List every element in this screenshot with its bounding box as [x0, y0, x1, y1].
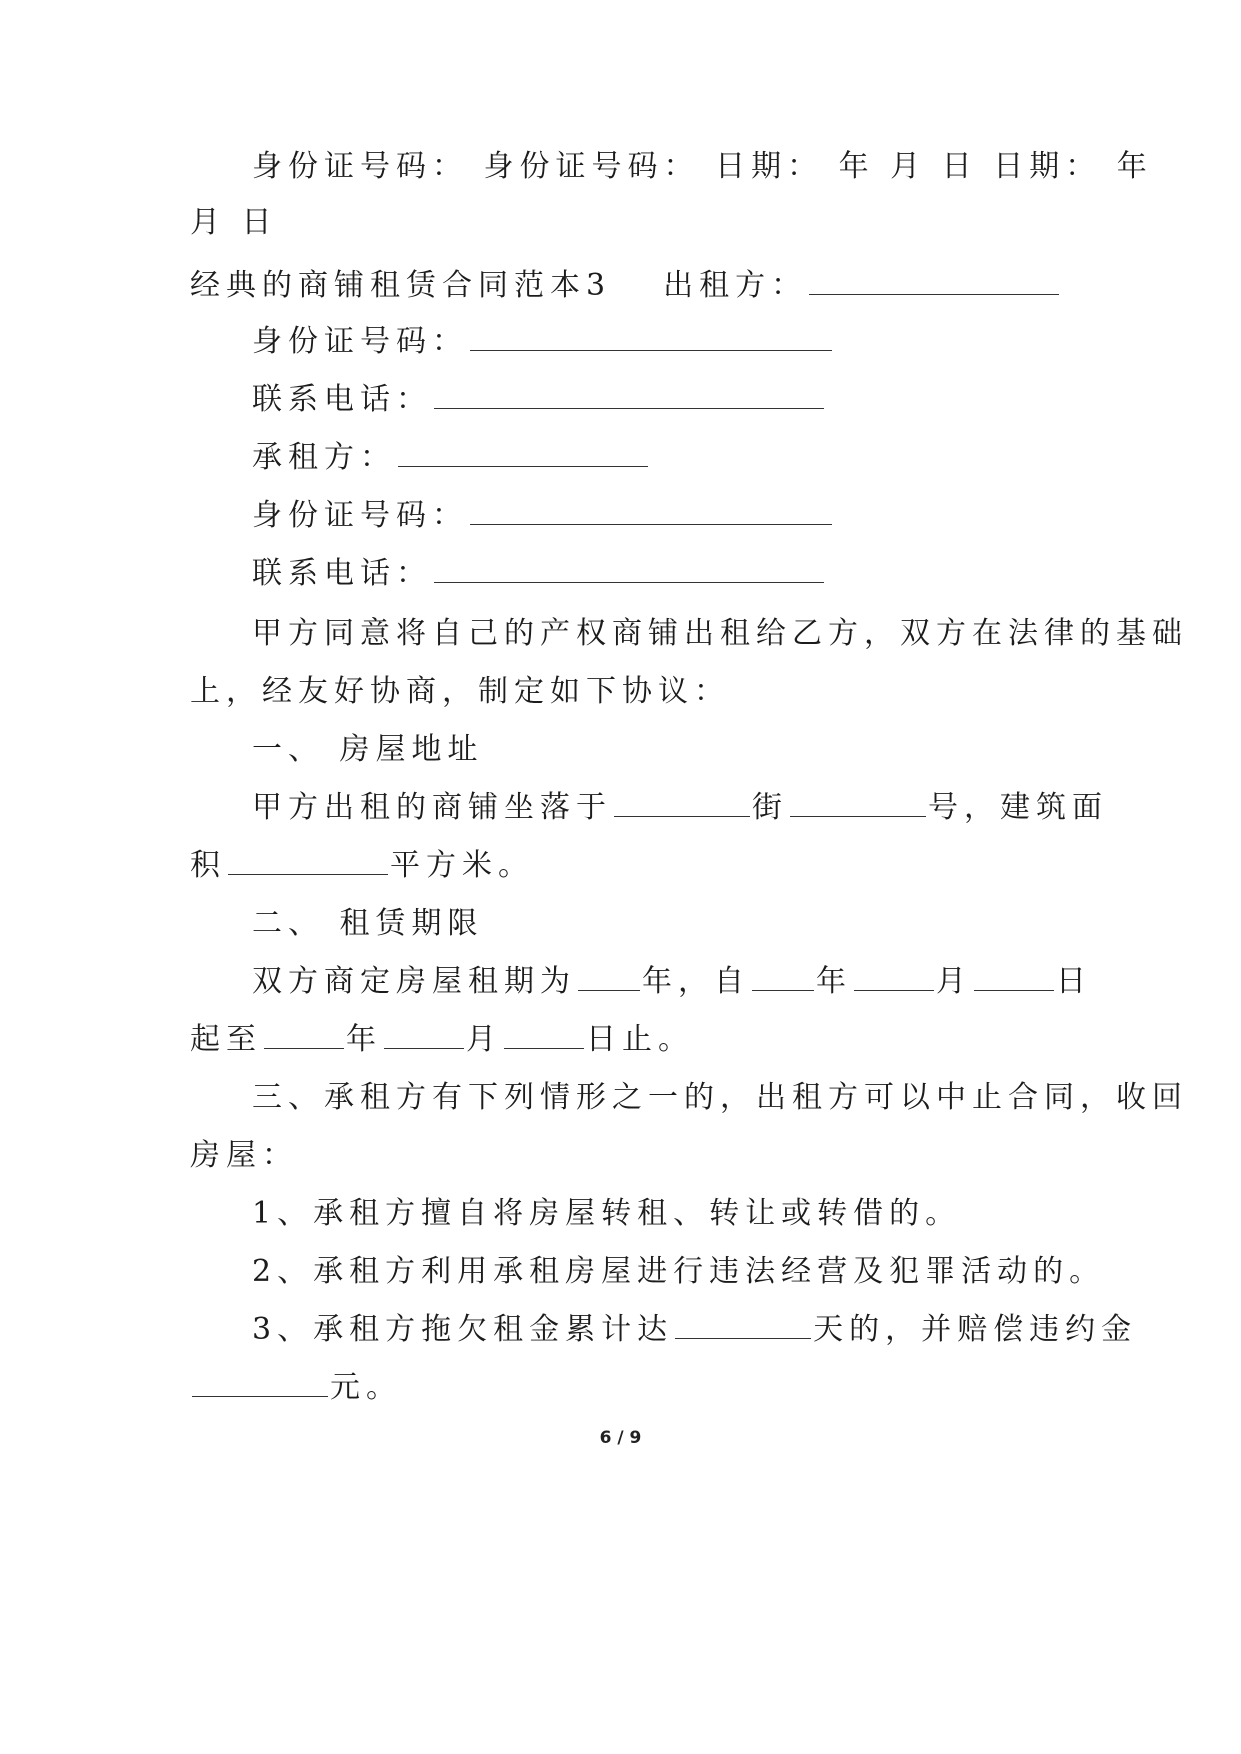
area-line — [190, 846, 534, 886]
lessor-blank — [809, 266, 1059, 295]
contract-heading-line — [190, 266, 1061, 306]
text-line: 身份证号码： 身份证号码： 日期： 年 月 日 日期： 年 — [252, 149, 1153, 184]
end-day-blank — [504, 1020, 584, 1049]
term-c: 月 — [936, 964, 972, 999]
section-title: 三、承租方有下列情形之一的，出租方可以中止合同，收回 — [252, 1080, 1188, 1115]
term-d: 日 — [1056, 964, 1092, 999]
address-pre: 甲方出租的商铺坐落于 — [252, 790, 612, 825]
list-item: 2、承租方利用承租房屋进行违法经营及犯罪活动的。 — [252, 1254, 1106, 1289]
years-blank — [578, 962, 640, 991]
list-item — [252, 1310, 1137, 1350]
address-post: 号，建筑面 — [928, 790, 1108, 825]
intro-line: 甲方同意将自己的产权商铺出租给乙方，双方在法律的基础 — [252, 616, 1188, 651]
lessee-label: 承租方： — [252, 440, 396, 475]
lessor-phone-label: 联系电话： — [252, 382, 432, 417]
lessee-id-line — [252, 496, 834, 536]
lessee-blank — [398, 438, 648, 467]
days-blank — [675, 1310, 811, 1339]
item3-post: 天的，并赔偿违约金 — [813, 1312, 1138, 1347]
term2-c: 日止。 — [586, 1022, 694, 1057]
area-pre: 积 — [190, 848, 226, 883]
lessee-phone-blank — [434, 554, 824, 583]
text-line — [190, 1368, 402, 1408]
start-day-blank — [974, 962, 1054, 991]
intro-line: 上，经友好协商，制定如下协议： — [190, 674, 730, 709]
lessor-phone-line — [252, 380, 826, 420]
lessor-id-blank — [470, 322, 832, 351]
lessee-phone-label: 联系电话： — [252, 556, 432, 591]
term-a: 年，自 — [642, 964, 750, 999]
address-line — [252, 788, 1108, 828]
penalty-blank — [192, 1368, 328, 1397]
term-b: 年 — [816, 964, 852, 999]
area-post: 平方米。 — [390, 848, 534, 883]
lessee-line — [252, 438, 650, 478]
section-title: 二、 租赁期限 — [252, 906, 484, 941]
term2-a: 年 — [346, 1022, 382, 1057]
lessor-id-label: 身份证号码： — [252, 324, 468, 359]
page-number: 6 / 9 — [599, 1428, 642, 1448]
item3-tail: 元。 — [330, 1370, 402, 1405]
contract-title: 经典的商铺租赁合同范本3 — [190, 268, 612, 303]
term-line — [252, 962, 1092, 1002]
term-pre: 双方商定房屋租期为 — [252, 964, 576, 999]
lessor-phone-blank — [434, 380, 824, 409]
address-mid: 街 — [752, 790, 788, 825]
start-year-blank — [752, 962, 814, 991]
term2-b: 月 — [466, 1022, 502, 1057]
end-year-blank — [264, 1020, 344, 1049]
item3-pre: 3、承租方拖欠租金累计达 — [252, 1312, 674, 1347]
number-blank — [790, 788, 926, 817]
lessor-label: 出租方： — [663, 268, 808, 303]
lessee-phone-line — [252, 554, 826, 594]
text-line: 月 日 — [190, 205, 278, 240]
start-month-blank — [854, 962, 934, 991]
lessee-id-blank — [470, 496, 832, 525]
term-line-2 — [190, 1020, 694, 1060]
street-blank — [614, 788, 750, 817]
end-month-blank — [384, 1020, 464, 1049]
lessor-id-line — [252, 322, 834, 362]
section-title: 一、 房屋地址 — [252, 732, 484, 767]
term2-pre: 起至 — [190, 1022, 262, 1057]
area-blank — [228, 846, 388, 875]
lessee-id-label: 身份证号码： — [252, 498, 468, 533]
text-line: 房屋： — [190, 1138, 298, 1173]
list-item: 1、承租方擅自将房屋转租、转让或转借的。 — [252, 1196, 962, 1231]
